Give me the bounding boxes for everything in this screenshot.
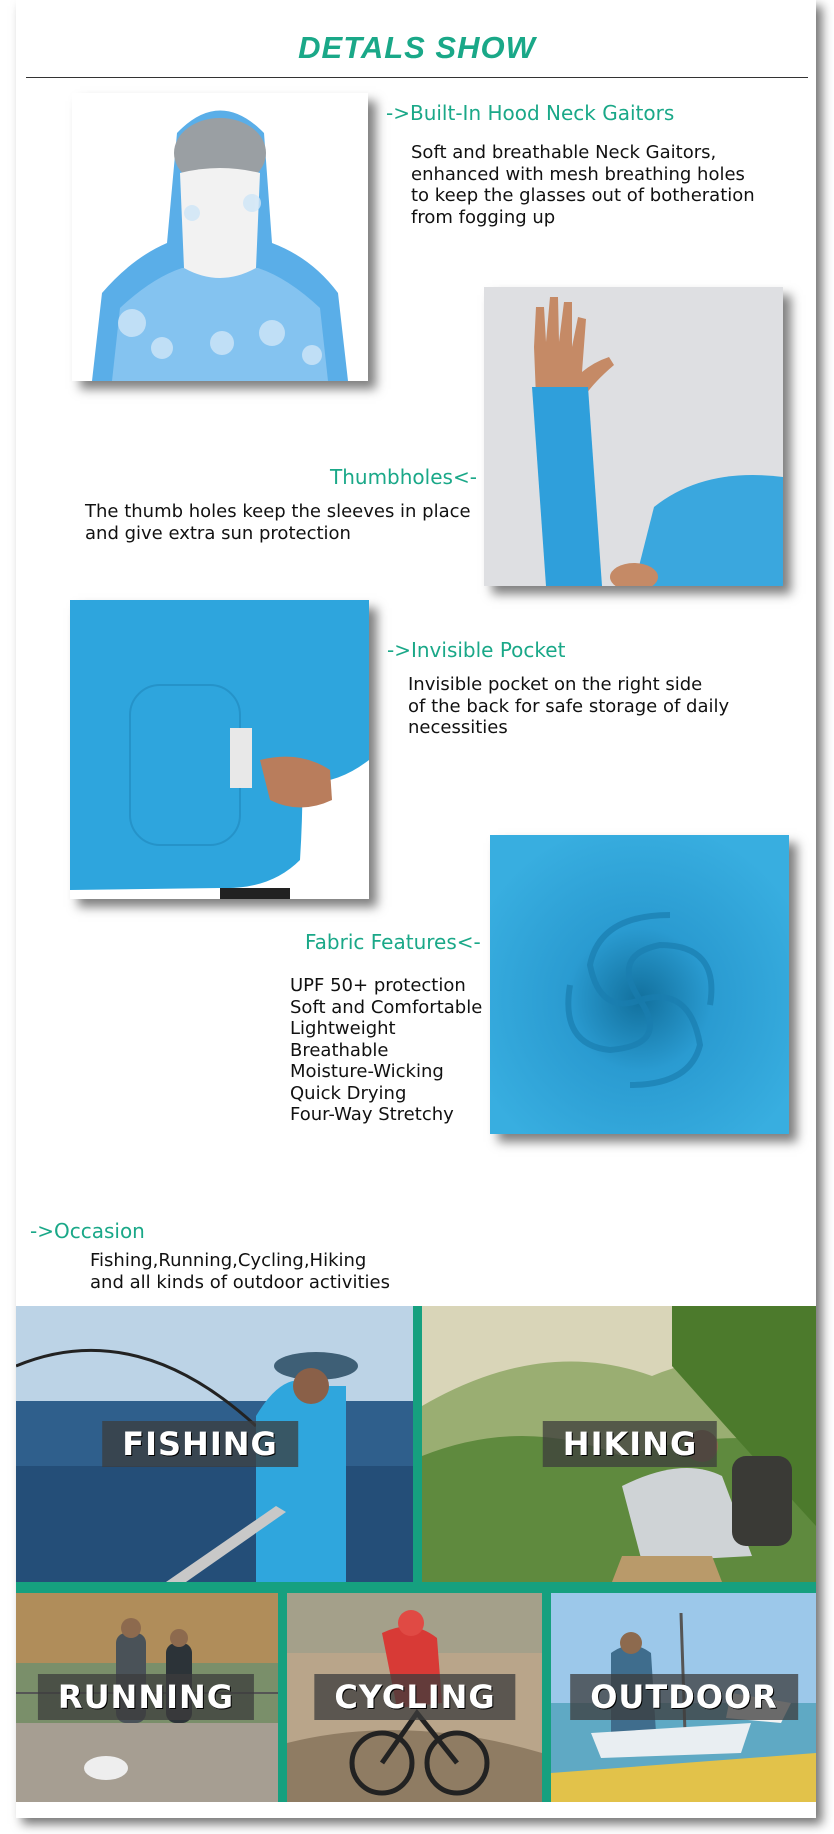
pocket-line: Invisible pocket on the right side	[408, 674, 703, 695]
fabric-heading: Fabric Features<-	[305, 930, 481, 954]
activity-label-fishing: FISHING	[102, 1421, 298, 1467]
hood-line: enhanced with mesh breathing holes	[411, 163, 745, 185]
fishing-tile	[16, 1306, 413, 1582]
thumbholes-line: and give extra sun protection	[85, 522, 351, 544]
activity-label-running: RUNNING	[38, 1674, 254, 1720]
occasion-description	[90, 1250, 390, 1293]
hood-description	[411, 142, 755, 228]
activity-label-hiking: HIKING	[543, 1421, 717, 1467]
outdoor-tile	[551, 1593, 816, 1802]
hiking-tile	[422, 1306, 816, 1582]
thumbholes-line: The thumb holes keep the sleeves in place	[85, 501, 471, 522]
running-tile	[16, 1593, 278, 1802]
hood-line: from fogging up	[411, 206, 556, 228]
feature-item: Quick Drying	[290, 1082, 407, 1104]
activity-label-outdoor: OUTDOOR	[570, 1674, 798, 1720]
cycling-tile	[287, 1593, 542, 1802]
pocket-line: of the back for safe storage of daily	[408, 695, 730, 717]
activity-label-cycling: CYCLING	[314, 1674, 515, 1720]
occasion-line: and all kinds of outdoor activities	[90, 1271, 390, 1293]
hood-heading: ->Built-In Hood Neck Gaitors	[386, 101, 675, 125]
occasion-heading: ->Occasion	[30, 1219, 145, 1243]
feature-item: UPF 50+ protection	[290, 975, 466, 996]
occasion-line: Fishing,Running,Cycling,Hiking	[90, 1250, 367, 1271]
fabric-features-list	[290, 975, 482, 1126]
thumbhole-photo	[484, 287, 783, 586]
thumbholes-heading: Thumbholes<-	[330, 465, 477, 489]
feature-item: Soft and Comfortable	[290, 996, 483, 1018]
pocket-photo	[70, 600, 369, 899]
fabric-swatch-photo	[490, 835, 789, 1134]
feature-item: Moisture-Wicking	[290, 1061, 444, 1082]
feature-item: Four-Way Stretchy	[290, 1104, 454, 1125]
hood-line: Soft and breathable Neck Gaitors,	[411, 142, 717, 163]
thumbholes-description	[85, 501, 471, 544]
activity-grid	[16, 1306, 816, 1802]
page-title: DETALS SHOW	[298, 30, 536, 65]
pocket-heading: ->Invisible Pocket	[387, 638, 566, 662]
hood-photo	[72, 93, 368, 381]
pocket-description	[408, 674, 729, 739]
pocket-line: necessities	[408, 717, 508, 738]
title-divider	[26, 77, 808, 78]
hood-line: to keep the glasses out of botheration	[411, 185, 755, 206]
feature-item: Breathable	[290, 1039, 389, 1061]
feature-item: Lightweight	[290, 1018, 396, 1039]
